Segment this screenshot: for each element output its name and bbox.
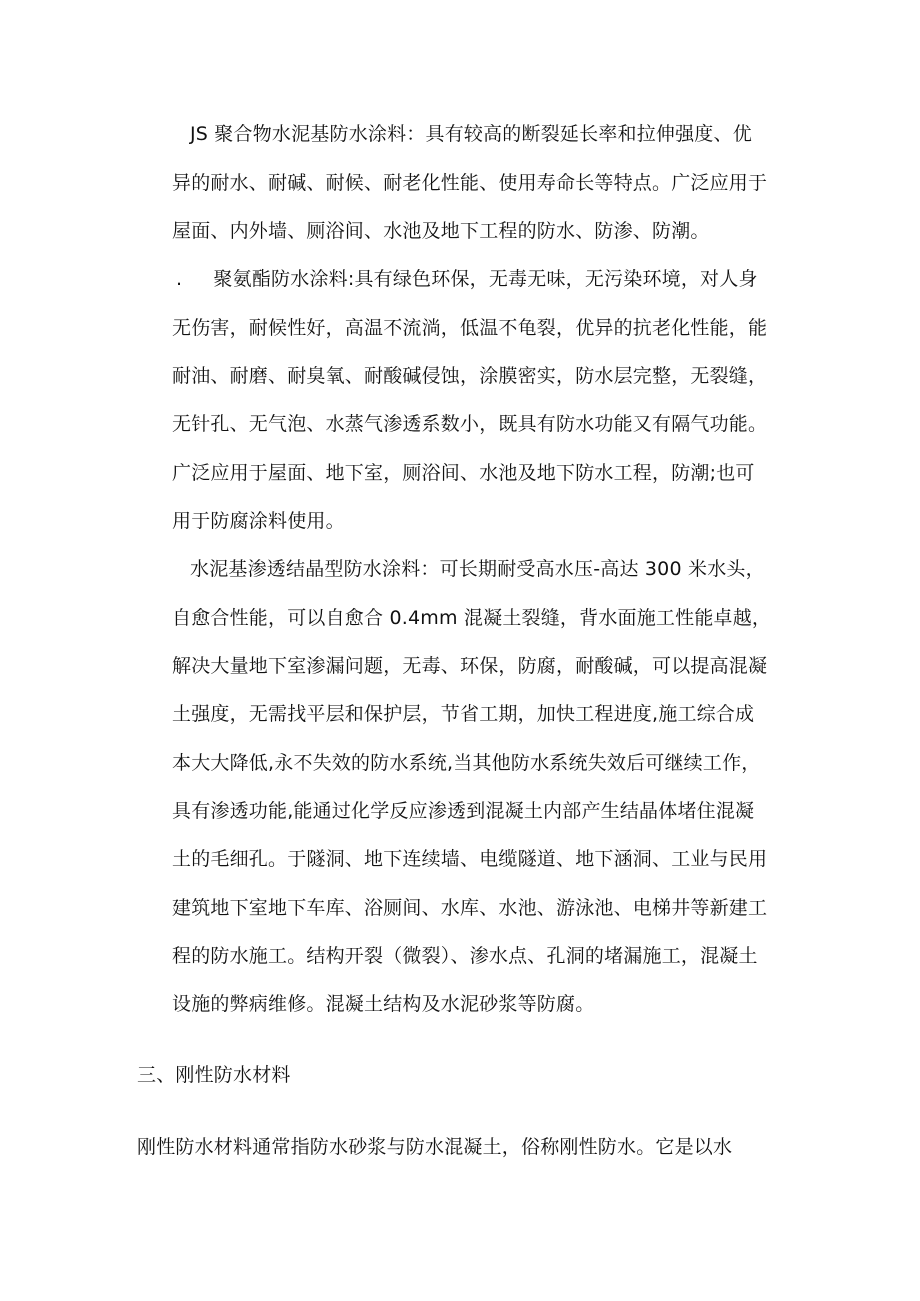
text-line: 无针孔、无气泡、水蒸气渗透系数小，既具有防水功能又有隔气功能。 [172,413,768,435]
text-line: 屋面、内外墙、厕浴间、水池及地下工程的防水、防渗、防潮。 [172,220,710,242]
text-line: . 聚氨酯防水涂料:具有绿色环保，无毒无味，无污染环境，对人身 [176,268,758,290]
text-line: 水泥基渗透结晶型防水涂料：可长期耐受高水压-高达 300 米水头， [190,558,765,580]
text-line: 自愈合性能，可以自愈合 0.4mm 混凝土裂缝，背水面施工性能卓越， [172,607,772,629]
text-line: 用于防腐涂料使用。 [172,510,345,532]
text-line: JS 聚合物水泥基防水涂料：具有较高的断裂延长率和拉伸强度、优 [190,123,752,145]
text-line: 无伤害，耐候性好，高温不流淌，低温不龟裂，优异的抗老化性能，能 [172,317,768,339]
text-line: 解决大量地下室渗漏问题，无毒、环保，防腐，耐酸碱，可以提高混凝 [172,655,768,677]
text-line: 建筑地下室地下车库、浴厕间、水库、水池、游泳池、电梯井等新建工 [172,897,768,919]
text-line: 程的防水施工。结构开裂（微裂）、渗水点、孔洞的堵漏施工，混凝土 [172,945,758,967]
text-line: 广泛应用于屋面、地下室，厕浴间、水池及地下防水工程，防潮;也可 [172,462,755,484]
text-line: 设施的弊病维修。混凝土结构及水泥砂浆等防腐。 [172,993,595,1015]
text-line: 刚性防水材料通常指防水砂浆与防水混凝土，俗称刚性防水。它是以水 [137,1136,733,1158]
text-line: 具有渗透功能,能通过化学反应渗透到混凝土内部产生结晶体堵住混凝 [172,800,755,822]
text-line: 本大大降低,永不失效的防水系统,当其他防水系统失效后可继续工作， [172,752,761,774]
text-line: 土的毛细孔。于隧洞、地下连续墙、电缆隧道、地下涵洞、工业与民用 [172,848,768,870]
text-line: 土强度，无需找平层和保护层，节省工期，加快工程进度,施工综合成 [172,703,755,725]
text-line: 异的耐水、耐碱、耐候、耐老化性能、使用寿命长等特点。广泛应用于 [172,172,768,194]
text-line: 耐油、耐磨、耐臭氧、耐酸碱侵蚀，涂膜密实，防水层完整，无裂缝， [172,365,768,387]
section-heading: 三、刚性防水材料 [137,1064,291,1086]
